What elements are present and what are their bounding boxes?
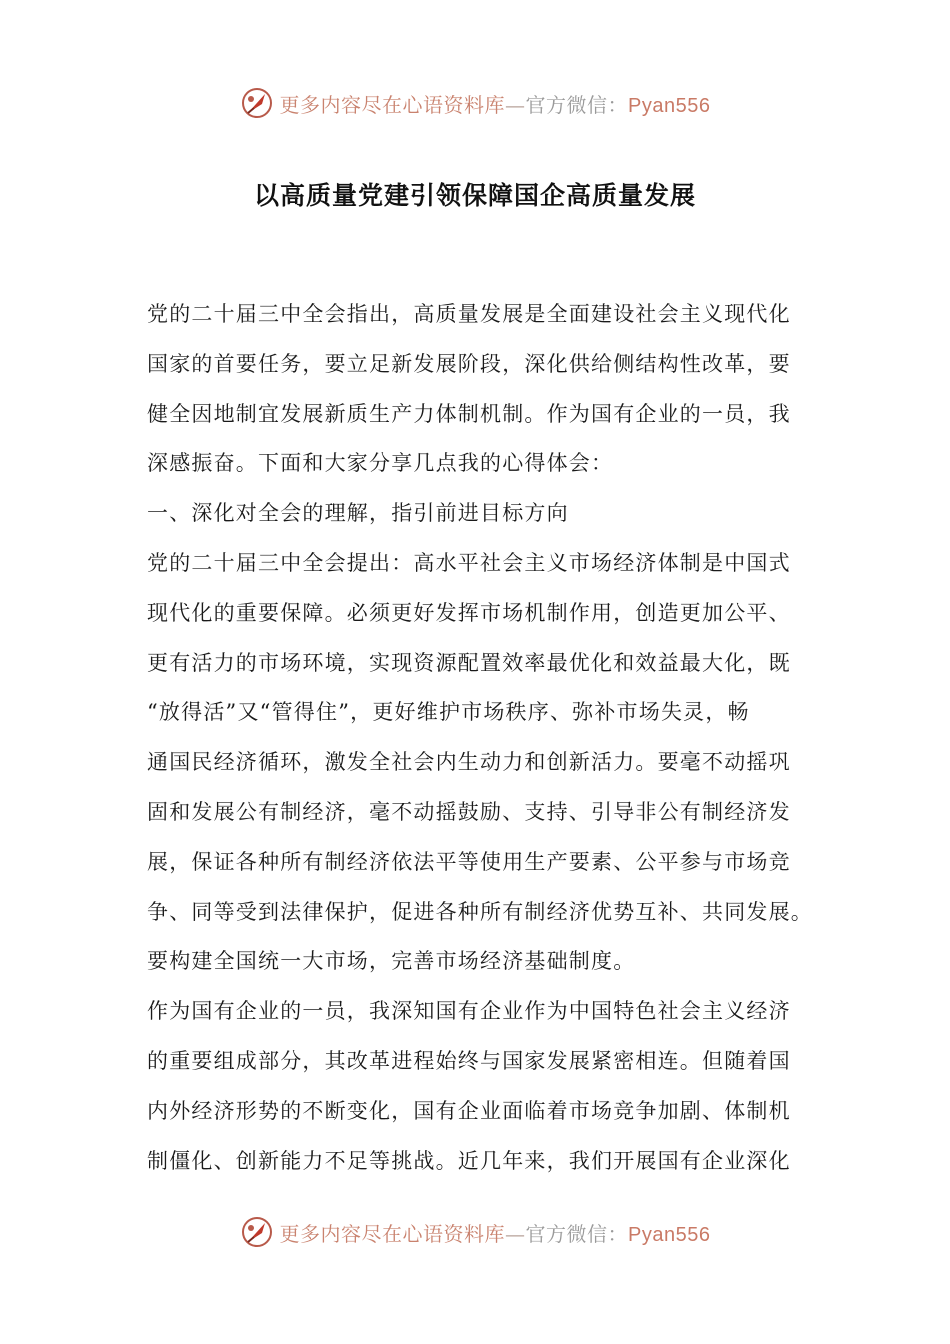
- watermark-wechat-label: 官方微信：: [525, 1221, 629, 1246]
- body-line: 国家的首要任务，要立足新发展阶段，深化供给侧结构性改革，要: [147, 351, 791, 376]
- footer-watermark: [0, 1212, 950, 1252]
- watermark-text: [280, 1218, 711, 1247]
- body-line: 深感振奋。下面和大家分享几点我的心得体会：: [147, 451, 614, 476]
- watermark-wechat-id: Pyan556: [628, 1223, 711, 1246]
- watermark-text: [280, 89, 711, 118]
- watermark-main: 更多内容尽在心语资料库: [279, 92, 506, 117]
- body-line: 党的二十届三中全会指出，高质量发展是全面建设社会主义现代化: [147, 302, 791, 326]
- quill-logo-icon: [240, 86, 274, 120]
- watermark-dash: —: [505, 1221, 526, 1246]
- watermark-wechat-id: Pyan556: [628, 94, 711, 117]
- body-line: 现代化的重要保障。必须更好发挥市场机制作用，创造更加公平、: [147, 600, 791, 625]
- document-body: [147, 290, 827, 1186]
- body-line: 的重要组成部分，其改革进程始终与国家发展紧密相连。但随着国: [147, 1048, 791, 1073]
- body-line: 作为国有企业的一员，我深知国有企业作为中国特色社会主义经济: [147, 999, 791, 1024]
- body-line: 党的二十届三中全会提出：高水平社会主义市场经济体制是中国式: [147, 550, 791, 575]
- watermark-dash: —: [505, 92, 526, 117]
- watermark-wechat-label: 官方微信：: [525, 92, 629, 117]
- section-heading: 一、深化对全会的理解，指引前进目标方向: [147, 501, 569, 526]
- body-line: 内外经济形势的不断变化，国有企业面临着市场竞争加剧、体制机: [147, 1098, 791, 1123]
- body-line: 健全因地制宜发展新质生产力体制机制。作为国有企业的一员，我: [147, 401, 791, 426]
- header-watermark: [0, 83, 950, 123]
- document-title: 以高质量党建引领保障国企高质量发展: [253, 181, 696, 210]
- quill-logo-icon: [240, 1215, 274, 1249]
- watermark-main: 更多内容尽在心语资料库: [279, 1221, 506, 1246]
- body-line: 制僵化、创新能力不足等挑战。近几年来，我们开展国有企业深化: [147, 1148, 791, 1173]
- body-line: 争、同等受到法律保护，促进各种所有制经济优势互补、共同发展。: [147, 899, 813, 924]
- body-line: 要构建全国统一大市场，完善市场经济基础制度。: [147, 949, 636, 974]
- body-line: “放得活”又“管得住”，更好维护市场秩序、弥补市场失灵，畅: [147, 700, 750, 725]
- body-line: 更有活力的市场环境，实现资源配置效率最优化和效益最大化，既: [147, 650, 791, 675]
- body-line: 通国民经济循环，激发全社会内生动力和创新活力。要毫不动摇巩: [147, 750, 791, 775]
- body-line: 固和发展公有制经济，毫不动摇鼓励、支持、引导非公有制经济发: [147, 799, 791, 824]
- body-line: 展，保证各种所有制经济依法平等使用生产要素、公平参与市场竞: [147, 849, 791, 874]
